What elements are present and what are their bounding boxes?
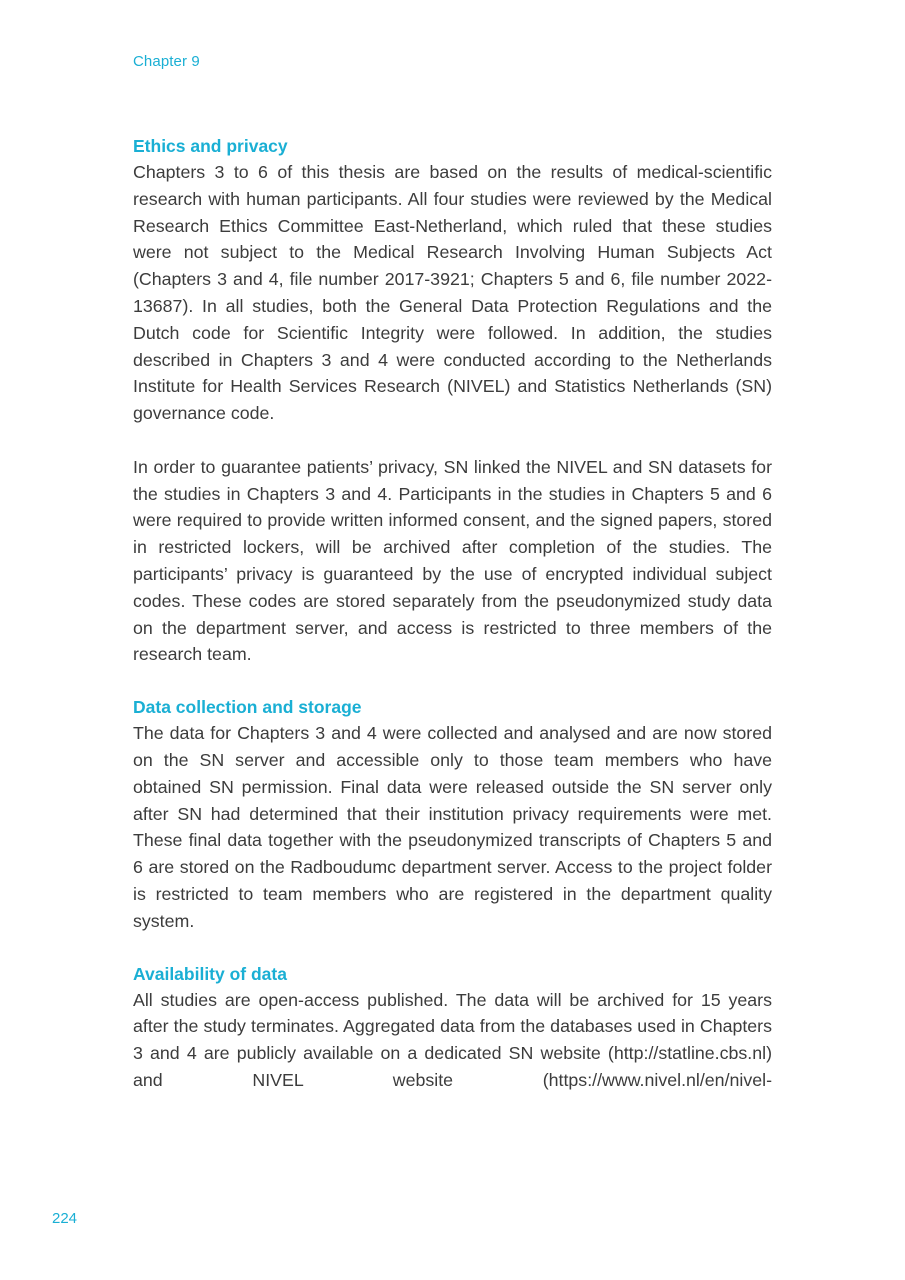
section-ethics-and-privacy <box>133 133 772 668</box>
section-data-collection-and-storage <box>133 694 772 934</box>
page-number: 224 <box>52 1210 78 1227</box>
section-heading-data-collection-and-storage: Data collection and storage <box>133 697 362 718</box>
section-heading-ethics-and-privacy: Ethics and privacy <box>133 136 288 156</box>
paragraph-data-storage: The data for Chapters 3 and 4 were collected and analysed and are now stored on the SN server and accessible only to those team members who have obtained SN permission. Final data were released outside the SN server only after SN had determined that their institution privacy requirements were met. These final data together with the pseudonymized transcripts of Chapters 5 and 6 are stored on the Radboudumc department server. Access to the project folder is restricted to team members who are registered in the department quality system. <box>133 723 772 931</box>
paragraph-ethics-review: Chapters 3 to 6 of this thesis are based on the results of medical-scientific research with human participants. All four studies were reviewed by the Medical Research Ethics Committee East-Netherland, which ruled that these studies were not subject to the Medical Research Involving Human Subjects Act (Chapters 3 and 4, file number 2017-3921; Chapters 5 and 6, file number 2022-13687). In all studies, both the General Data Protection Regulations and the Dutch code for Scientific Integrity were followed. In addition, the studies described in Chapters 3 and 4 were conducted according to the Netherlands Institute for Health Services Research (NIVEL) and Statistics Netherlands (SN) governance code. <box>133 162 772 424</box>
page-body <box>133 133 772 1094</box>
paragraph-patient-privacy: In order to guarantee patients’ privacy, SN linked the NIVEL and SN datasets for the studies in Chapters 3 and 4. Participants in the studies in Chapters 5 and 6 were required to provide written informed consent, and the signed papers, stored in restricted lockers, will be archived after completion of the studies. The participants’ privacy is guaranteed by the use of encrypted individual subject codes. These codes are stored separately from the pseudonymized study data on the department server, and access is restricted to three members of the research team. <box>133 456 772 665</box>
paragraph-data-availability: All studies are open-access published. The data will be archived for 15 years after the study terminates. Aggregated data from the databases used in Chapters 3 and 4 are publicly available on a dedicated SN website (http://statline.cbs.nl) and NIVEL website (https://www.nivel.nl/en/nivel- <box>133 989 772 1090</box>
section-heading-availability-of-data: Availability of data <box>133 963 287 984</box>
section-availability-of-data <box>133 961 772 1094</box>
running-head-chapter: Chapter 9 <box>133 53 200 70</box>
